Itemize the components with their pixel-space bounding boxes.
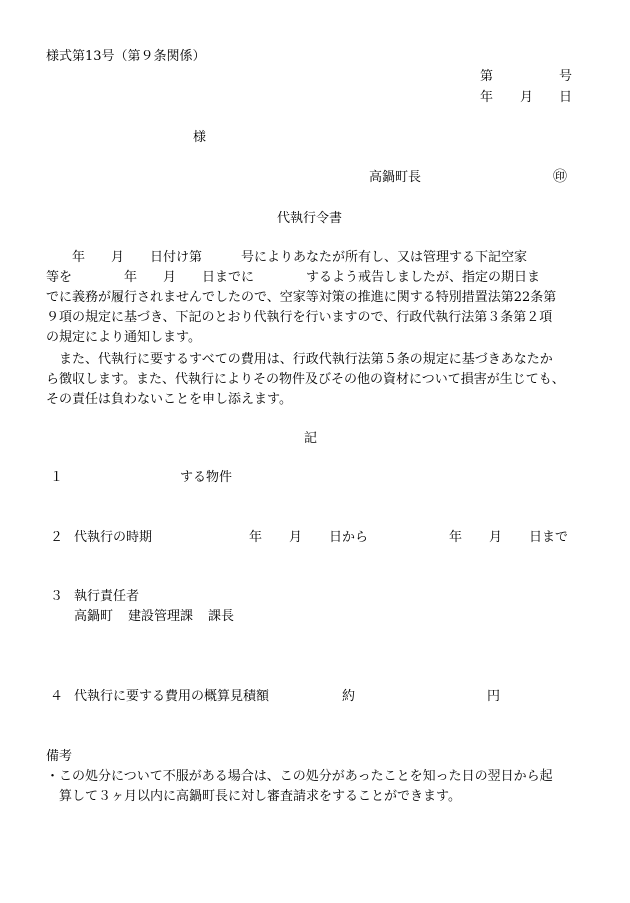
from-year: 年: [249, 530, 263, 545]
from-month: 月: [289, 530, 303, 545]
to-day: 日まで: [529, 530, 569, 545]
item-4: [46, 690, 516, 704]
remarks-heading: 備考: [46, 749, 73, 764]
to-month: 月: [489, 530, 503, 545]
body-line: ９項の規定に基づき、下記のとおり代執行を行いますので、行政代執行法第３条第２項: [46, 310, 553, 325]
body-paragraph-1: [46, 251, 586, 351]
form-label: 様式第13号（第９条関係）: [46, 49, 206, 64]
body-line: ら徴収します。また、代執行によりその物件及びその他の資材について損害が生じても、: [46, 372, 565, 387]
item-label: する物件: [180, 470, 233, 485]
document-title: 代執行令書: [277, 211, 343, 226]
item-1: [46, 471, 246, 485]
yen-label: 円: [487, 689, 501, 704]
addressee-honorific: 様: [193, 130, 207, 145]
item-number: ３: [50, 589, 64, 604]
body-line: 年 月 日付け第 号によりあなたが所有し、又は管理する下記空家: [46, 250, 528, 265]
item-3: [46, 590, 296, 626]
body-line: その責任は負わないことを申し添えます。: [46, 392, 292, 407]
responsible-position: 課長: [208, 609, 235, 624]
date-year: 年: [480, 90, 494, 105]
responsible-town: 高鍋町: [74, 609, 114, 624]
body-line: でに義務が履行されませんでしたので、空家等対策の推進に関する特別措置法第22条第: [46, 290, 557, 305]
responsible-department: 建設管理課: [128, 609, 194, 624]
body-line: 等を 年 月 日までに するよう戒告しましたが、指定の期日ま: [46, 270, 541, 285]
remarks-line: この処分について不服がある場合は、この処分があったことを知った日の翌日から起: [59, 769, 553, 784]
issuer-name: 高鍋町長: [369, 170, 422, 185]
item-number: ２: [50, 530, 64, 545]
item-2: [46, 531, 576, 545]
date-line: [480, 91, 572, 105]
remarks-note: [46, 770, 586, 806]
from-day: 日から: [329, 530, 369, 545]
item-label: 代執行の時期: [74, 530, 153, 545]
number-suffix: 号: [559, 69, 573, 84]
body-line: また、代執行に要するすべての費用は、行政代執行法第５条の規定に基づきあなたか: [46, 352, 553, 367]
item-label: 執行責任者: [74, 589, 140, 604]
item-number: １: [50, 470, 64, 485]
number-line: [480, 70, 572, 84]
body-line: の規定により通知します。: [46, 330, 201, 345]
item-number: ４: [50, 689, 64, 704]
seal-mark: ㊞: [553, 169, 567, 185]
item-label: 代執行に要する費用の概算見積額: [74, 689, 270, 704]
date-day: 日: [559, 90, 573, 105]
ki-heading: 記: [304, 431, 318, 446]
bullet: ・: [46, 769, 60, 784]
approx-label: 約: [342, 689, 356, 704]
remarks-line: 算して３ヶ月以内に高鍋町長に対し審査請求をすることができます。: [59, 789, 461, 804]
number-prefix: 第: [480, 69, 494, 84]
body-paragraph-2: [46, 353, 586, 413]
date-month: 月: [520, 90, 534, 105]
to-year: 年: [449, 530, 463, 545]
